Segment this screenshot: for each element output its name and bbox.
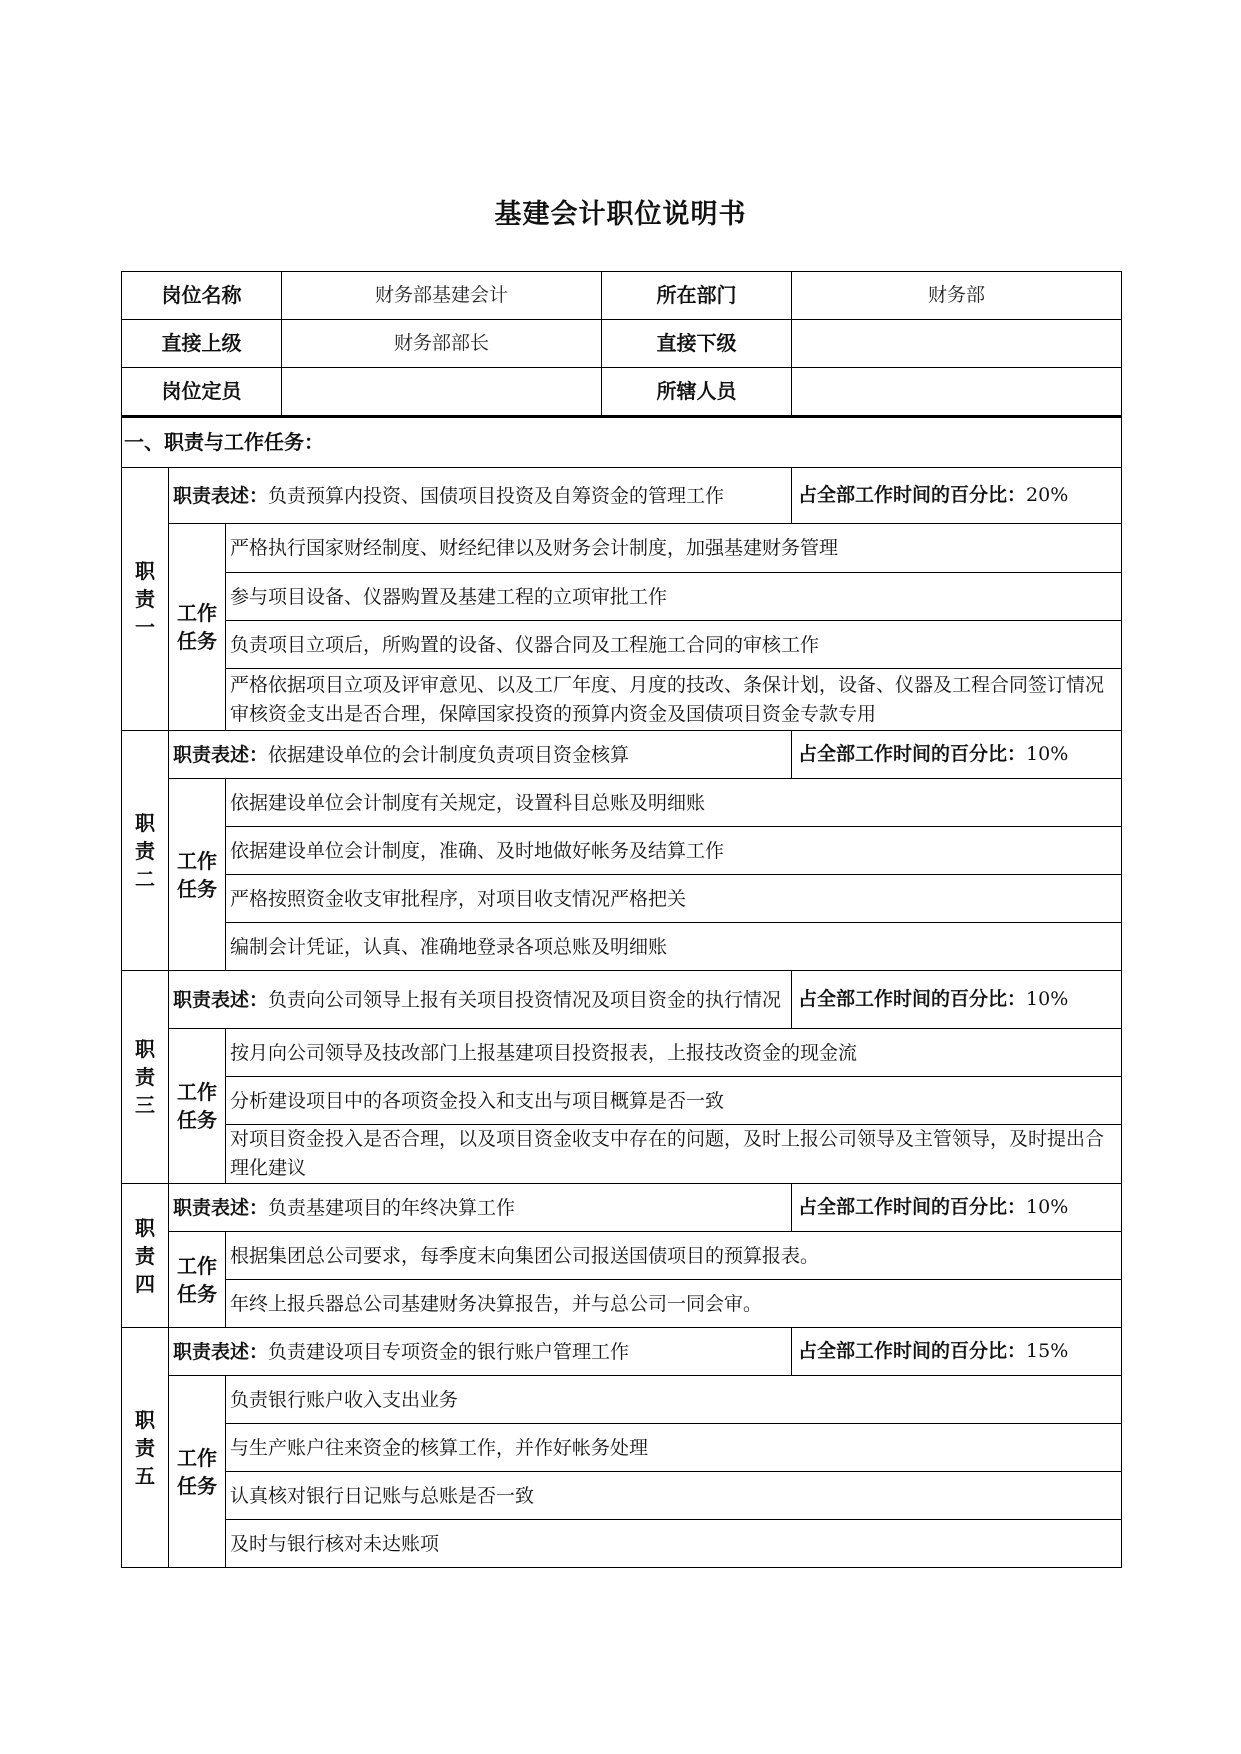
task-row <box>122 669 1122 731</box>
task-row <box>122 1376 1122 1424</box>
header-row-position <box>122 272 1122 320</box>
duty-label-one <box>122 468 169 731</box>
duty-description-cell <box>169 731 792 779</box>
task-text: 按月向公司领导及技改部门上报基建项目投资报表，上报技改资金的现金流 <box>226 1029 1122 1077</box>
department-label: 所在部门 <box>602 272 792 320</box>
duty-label-char: 二 <box>135 866 155 891</box>
work-task-label-line: 任务 <box>177 1108 217 1132</box>
duty-description-row-five <box>122 1328 1122 1376</box>
duty-label-char: 四 <box>135 1271 155 1296</box>
duty-description-text: 负责基建项目的年终决算工作 <box>268 1196 516 1219</box>
task-text: 认真核对银行日记账与总账是否一致 <box>226 1472 1122 1520</box>
duty-description-text: 依据建设单位的会计制度负责项目资金核算 <box>268 743 630 766</box>
duty-label-char: 职 <box>135 559 155 583</box>
department-value: 财务部 <box>792 272 1122 320</box>
duty-label-char: 责 <box>135 838 155 863</box>
work-task-label-line: 工作 <box>177 1080 217 1104</box>
duty-description-cell <box>169 468 792 524</box>
duty-percent-cell <box>792 971 1122 1029</box>
position-name-value: 财务部基建会计 <box>282 272 602 320</box>
work-task-label-line: 工作 <box>177 1253 217 1278</box>
work-task-label <box>169 1376 226 1568</box>
header-table <box>121 271 1122 416</box>
superior-value: 财务部部长 <box>282 320 602 368</box>
duty-percent-value: 15% <box>1026 1340 1069 1362</box>
headcount-label: 岗位定员 <box>122 368 282 416</box>
task-text: 参与项目设备、仪器购置及基建工程的立项审批工作 <box>226 573 1122 621</box>
duty-description-cell <box>169 1184 792 1232</box>
duty-label-char: 五 <box>135 1463 155 1488</box>
section-header-row <box>122 417 1122 468</box>
duty-label-five <box>122 1328 169 1568</box>
duty-label-char: 责 <box>135 1243 155 1268</box>
duty-description-cell <box>169 1328 792 1376</box>
duty-percent-cell <box>792 731 1122 779</box>
headcount-value <box>282 368 602 416</box>
duty-label-two <box>122 731 169 971</box>
task-text: 年终上报兵器总公司基建财务决算报告，并与总公司一同会审。 <box>226 1280 1122 1328</box>
task-row <box>122 923 1122 971</box>
work-task-label-line: 工作 <box>177 1445 217 1470</box>
work-task-label-line: 工作 <box>177 601 217 625</box>
task-text: 严格按照资金收支审批程序，对项目收支情况严格把关 <box>226 875 1122 923</box>
duty-percent-value: 10% <box>1026 988 1069 1010</box>
task-text: 分析建设项目中的各项资金投入和支出与项目概算是否一致 <box>226 1077 1122 1125</box>
duty-label-char: 责 <box>135 587 155 611</box>
task-row <box>122 1029 1122 1077</box>
duties-table <box>121 416 1122 1568</box>
header-row-headcount <box>122 368 1122 416</box>
task-row <box>122 573 1122 621</box>
duty-description-label: 职责表述： <box>173 1340 269 1363</box>
duty-description-text: 负责建设项目专项资金的银行账户管理工作 <box>268 1340 630 1363</box>
work-task-label <box>169 1029 226 1184</box>
duty-description-row-three <box>122 971 1122 1029</box>
task-text: 负责银行账户收入支出业务 <box>226 1376 1122 1424</box>
duty-description-row-two <box>122 731 1122 779</box>
task-row <box>122 1520 1122 1568</box>
work-task-label-line: 工作 <box>177 848 217 873</box>
duty-percent-label: 占全部工作时间的百分比： <box>798 743 1027 765</box>
duty-description-text: 负责向公司领导上报有关项目投资情况及项目资金的执行情况 <box>268 988 782 1011</box>
duty-percent-cell <box>792 1184 1122 1232</box>
duty-description-label: 职责表述： <box>173 1196 269 1219</box>
duty-label-char: 职 <box>135 810 155 835</box>
duty-description-label: 职责表述： <box>173 484 269 507</box>
duty-label-char: 三 <box>135 1093 155 1117</box>
duty-percent-value: 10% <box>1026 1196 1069 1218</box>
duty-percent-value: 20% <box>1026 484 1069 506</box>
task-text: 根据集团总公司要求，每季度末向集团公司报送国债项目的预算报表。 <box>226 1232 1122 1280</box>
duty-description-text: 负责预算内投资、国债项目投资及自筹资金的管理工作 <box>268 484 725 507</box>
task-text: 对项目资金投入是否合理，以及项目资金收支中存在的问题，及时上报公司领导及主管领导，及时提出合理化建议 <box>226 1125 1122 1184</box>
task-text: 与生产账户往来资金的核算工作，并作好帐务处理 <box>226 1424 1122 1472</box>
duty-label-three <box>122 971 169 1184</box>
work-task-label-line: 任务 <box>177 629 217 653</box>
duty-label-char: 职 <box>135 1215 155 1240</box>
duty-percent-cell <box>792 468 1122 524</box>
task-row <box>122 1077 1122 1125</box>
task-row <box>122 827 1122 875</box>
task-text: 严格依据项目立项及评审意见、以及工厂年度、月度的技改、条保计划，设备、仪器及工程合同签订情况审核资金支出是否合理，保障国家投资的预算内资金及国债项目资金专款专用 <box>226 669 1122 731</box>
task-text: 编制会计凭证，认真、准确地登录各项总账及明细账 <box>226 923 1122 971</box>
work-task-label <box>169 1232 226 1328</box>
job-description-table <box>121 271 1121 1568</box>
duty-description-cell <box>169 971 792 1029</box>
duty-percent-cell <box>792 1328 1122 1376</box>
superior-label: 直接上级 <box>122 320 282 368</box>
work-task-label-line: 任务 <box>177 1281 217 1306</box>
duty-label-char: 职 <box>135 1407 155 1432</box>
duty-percent-value: 10% <box>1026 743 1069 765</box>
task-text: 及时与银行核对未达账项 <box>226 1520 1122 1568</box>
task-text: 负责项目立项后，所购置的设备、仪器合同及工程施工合同的审核工作 <box>226 621 1122 669</box>
duty-percent-label: 占全部工作时间的百分比： <box>798 1340 1027 1362</box>
duty-description-row-four <box>122 1184 1122 1232</box>
position-name-label: 岗位名称 <box>122 272 282 320</box>
task-row <box>122 1125 1122 1184</box>
section-title: 一、职责与工作任务： <box>122 417 1122 468</box>
header-row-superior <box>122 320 1122 368</box>
task-text: 依据建设单位会计制度，准确、及时地做好帐务及结算工作 <box>226 827 1122 875</box>
duty-percent-label: 占全部工作时间的百分比： <box>798 484 1027 506</box>
task-row <box>122 875 1122 923</box>
task-row <box>122 1424 1122 1472</box>
task-row <box>122 1232 1122 1280</box>
work-task-label <box>169 524 226 731</box>
duty-percent-label: 占全部工作时间的百分比： <box>798 988 1027 1010</box>
duty-label-char: 一 <box>135 615 155 639</box>
duty-label-char: 责 <box>135 1435 155 1460</box>
duty-description-label: 职责表述： <box>173 988 269 1011</box>
task-text: 严格执行国家财经制度、财经纪律以及财务会计制度，加强基建财务管理 <box>226 524 1122 573</box>
duty-label-four <box>122 1184 169 1328</box>
duty-description-label: 职责表述： <box>173 743 269 766</box>
task-text: 依据建设单位会计制度有关规定，设置科目总账及明细账 <box>226 779 1122 827</box>
staff-label: 所辖人员 <box>602 368 792 416</box>
work-task-label <box>169 779 226 971</box>
work-task-label-line: 任务 <box>177 876 217 901</box>
task-row <box>122 1472 1122 1520</box>
task-row <box>122 779 1122 827</box>
task-row <box>122 524 1122 573</box>
subordinate-label: 直接下级 <box>602 320 792 368</box>
document-title: 基建会计职位说明书 <box>494 199 747 230</box>
staff-value <box>792 368 1122 416</box>
duty-label-char: 职 <box>135 1037 155 1061</box>
duty-description-row-one <box>122 468 1122 524</box>
duty-percent-label: 占全部工作时间的百分比： <box>798 1196 1027 1218</box>
task-row <box>122 621 1122 669</box>
work-task-label-line: 任务 <box>177 1473 217 1498</box>
task-row <box>122 1280 1122 1328</box>
duty-label-char: 责 <box>135 1065 155 1089</box>
subordinate-value <box>792 320 1122 368</box>
